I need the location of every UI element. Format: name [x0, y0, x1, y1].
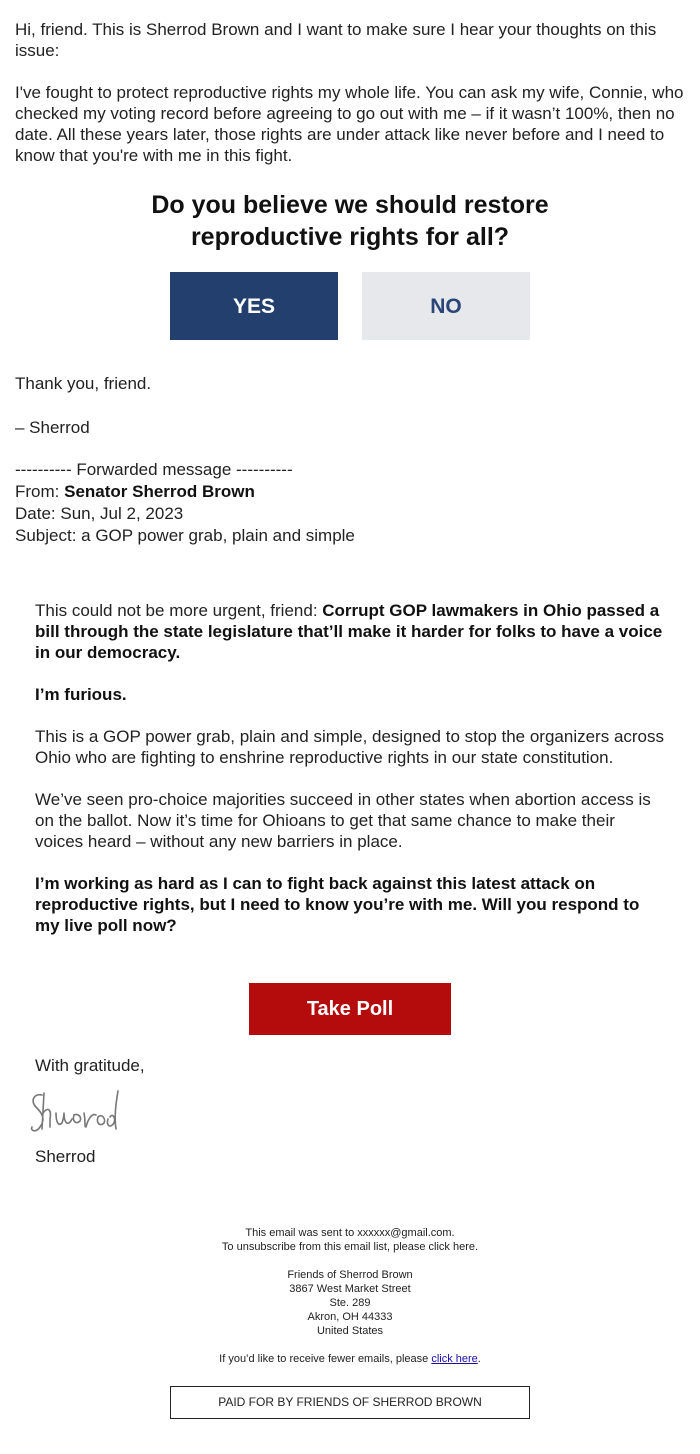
- signature-name: Sherrod: [35, 1147, 96, 1166]
- from-value: Senator Sherrod Brown: [64, 482, 255, 501]
- message-p1-plain: This could not be more urgent, friend:: [35, 601, 323, 620]
- message-p3: This is a GOP power grab, plain and simple, designed to stop the organizers across Ohio who are fighting to enshrine reproductive rights in our state constitution.: [35, 727, 665, 767]
- message-p2: I’m furious.: [35, 685, 127, 704]
- fewer-emails-link[interactable]: click here: [431, 1353, 478, 1365]
- footer-country: United States: [316, 1325, 384, 1337]
- intro-greeting: Hi, friend. This is Sherrod Brown and I want to make sure I hear your thoughts on this issue:: [15, 20, 657, 60]
- thanks-text: Thank you, friend.: [15, 374, 152, 393]
- footer-suite: Ste. 289: [329, 1297, 371, 1309]
- forwarded-date: Date: Sun, Jul 2, 2023: [15, 504, 184, 523]
- yes-button[interactable]: YES: [170, 272, 338, 340]
- take-poll-button[interactable]: Take Poll: [249, 983, 451, 1035]
- message-p5: I’m working as hard as I can to fight back against this latest attack on reproductive rights, but I need to know you’re with me. Will you respond to my live poll now?: [35, 874, 640, 935]
- footer-city: Akron, OH 44333: [307, 1311, 393, 1323]
- message-body: [35, 600, 665, 957]
- intro-section: [15, 19, 687, 187]
- email-footer: [0, 1226, 700, 1366]
- forwarded-subject: Subject: a GOP power grab, plain and simple: [15, 526, 355, 545]
- paid-for-box: PAID FOR BY FRIENDS OF SHERROD BROWN: [170, 1386, 530, 1419]
- footer-unsubscribe[interactable]: To unsubscribe from this email list, please click here.: [221, 1241, 479, 1253]
- footer-street: 3867 West Market Street: [289, 1283, 411, 1295]
- footer-fewer-emails: [0, 1352, 700, 1366]
- intro-paragraph: I've fought to protect reproductive rights my whole life. You can ask my wife, Connie, who checked my voting record before agreeing to go out with me – if it wasn’t 100%, then no date. All these years later, those rights are under attack like never before and I need to know that you're with me in this fight.: [15, 83, 684, 165]
- signature-image: [28, 1083, 128, 1139]
- poll-question-line-1: Do you believe we should restore: [151, 191, 549, 219]
- fewer-prefix: If you’d like to receive fewer emails, please: [219, 1353, 432, 1365]
- footer-org: Friends of Sherrod Brown: [287, 1269, 413, 1281]
- gratitude-text: With gratitude,: [35, 1056, 145, 1075]
- message-p1-bold: Corrupt GOP lawmakers in Ohio passed a bill through the state legislature that’ll make it harder for folks to have a voice in our democracy.: [35, 601, 663, 662]
- message-p1: [35, 600, 665, 663]
- poll-question: [0, 189, 700, 253]
- poll-question-line-2: reproductive rights for all?: [190, 223, 510, 251]
- forwarded-divider: ---------- Forwarded message ----------: [15, 460, 293, 479]
- forwarded-header: [15, 459, 687, 547]
- forwarded-from: [15, 481, 687, 503]
- no-button[interactable]: NO: [362, 272, 530, 340]
- message-p4: We’ve seen pro-choice majorities succeed in other states when abortion access is on the ballot. Now it’s time for Ohioans to get that same chance to make their voices heard – without any new barriers in place.: [35, 790, 651, 851]
- from-label: From:: [15, 482, 65, 501]
- signoff-text: – Sherrod: [15, 418, 90, 437]
- fewer-suffix: .: [477, 1353, 481, 1365]
- footer-sent-to: This email was sent to xxxxxx@gmail.com.: [245, 1227, 455, 1239]
